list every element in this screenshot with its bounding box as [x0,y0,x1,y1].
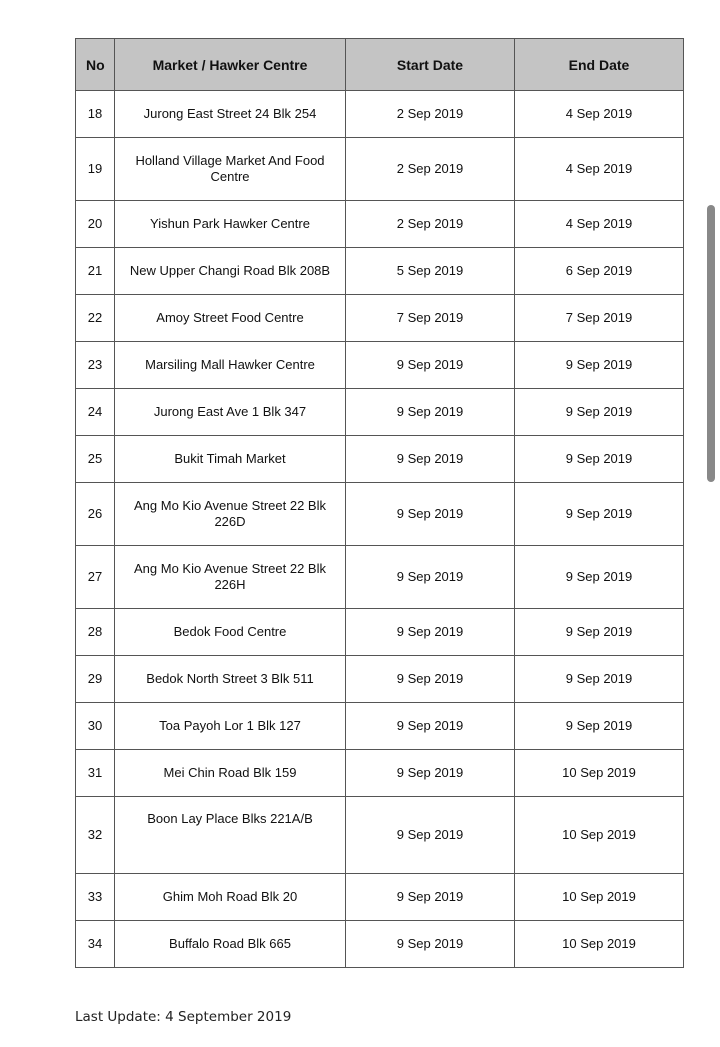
start-date: 9 Sep 2019 [346,483,515,546]
table-row [76,546,684,609]
market-name: Ghim Moh Road Blk 20 [115,874,346,921]
market-name: Bedok Food Centre [115,609,346,656]
row-number: 26 [76,483,115,546]
table-row [76,91,684,138]
table-row [76,609,684,656]
table-row [76,342,684,389]
end-date: 4 Sep 2019 [515,138,684,201]
end-date: 4 Sep 2019 [515,201,684,248]
end-date: 9 Sep 2019 [515,436,684,483]
table-row [76,874,684,921]
start-date: 9 Sep 2019 [346,750,515,797]
start-date: 2 Sep 2019 [346,138,515,201]
end-date: 4 Sep 2019 [515,91,684,138]
table-row [76,248,684,295]
row-number: 30 [76,703,115,750]
start-date: 9 Sep 2019 [346,656,515,703]
end-date: 9 Sep 2019 [515,609,684,656]
start-date: 9 Sep 2019 [346,797,515,874]
start-date: 5 Sep 2019 [346,248,515,295]
end-date: 9 Sep 2019 [515,483,684,546]
row-number: 21 [76,248,115,295]
start-date: 9 Sep 2019 [346,874,515,921]
table-row [76,797,684,874]
table-row [76,295,684,342]
row-number: 28 [76,609,115,656]
table-row [76,483,684,546]
market-name: Marsiling Mall Hawker Centre [115,342,346,389]
start-date: 9 Sep 2019 [346,609,515,656]
table-header-row [76,39,684,91]
end-date: 10 Sep 2019 [515,921,684,968]
row-number: 22 [76,295,115,342]
header-no: No [76,39,115,91]
market-closure-table [75,38,684,968]
row-number: 34 [76,921,115,968]
market-name: Boon Lay Place Blks 221A/B [115,797,346,874]
end-date: 9 Sep 2019 [515,546,684,609]
end-date: 9 Sep 2019 [515,342,684,389]
row-number: 27 [76,546,115,609]
start-date: 9 Sep 2019 [346,436,515,483]
row-number: 31 [76,750,115,797]
row-number: 18 [76,91,115,138]
table-row [76,201,684,248]
row-number: 20 [76,201,115,248]
end-date: 9 Sep 2019 [515,656,684,703]
header-start-date: Start Date [346,39,515,91]
start-date: 2 Sep 2019 [346,91,515,138]
market-name: Jurong East Street 24 Blk 254 [115,91,346,138]
row-number: 29 [76,656,115,703]
table-row [76,436,684,483]
end-date: 6 Sep 2019 [515,248,684,295]
table-row [76,921,684,968]
market-name: Amoy Street Food Centre [115,295,346,342]
header-market: Market / Hawker Centre [115,39,346,91]
start-date: 9 Sep 2019 [346,703,515,750]
row-number: 32 [76,797,115,874]
market-name: Jurong East Ave 1 Blk 347 [115,389,346,436]
end-date: 10 Sep 2019 [515,797,684,874]
market-name: Buffalo Road Blk 665 [115,921,346,968]
table-row [76,138,684,201]
table-row [76,656,684,703]
market-name: Bedok North Street 3 Blk 511 [115,656,346,703]
start-date: 7 Sep 2019 [346,295,515,342]
header-end-date: End Date [515,39,684,91]
market-name: Toa Payoh Lor 1 Blk 127 [115,703,346,750]
row-number: 19 [76,138,115,201]
market-name: Mei Chin Road Blk 159 [115,750,346,797]
start-date: 9 Sep 2019 [346,921,515,968]
end-date: 9 Sep 2019 [515,389,684,436]
scrollbar-thumb[interactable] [707,205,715,482]
market-name: Bukit Timah Market [115,436,346,483]
start-date: 9 Sep 2019 [346,342,515,389]
table-row [76,750,684,797]
vertical-scrollbar[interactable] [707,205,715,482]
market-name: Yishun Park Hawker Centre [115,201,346,248]
market-name: Ang Mo Kio Avenue Street 22 Blk 226H [115,546,346,609]
last-update-note: Last Update: 4 September 2019 [75,1009,292,1025]
end-date: 9 Sep 2019 [515,703,684,750]
start-date: 9 Sep 2019 [346,546,515,609]
table-row [76,389,684,436]
end-date: 10 Sep 2019 [515,750,684,797]
end-date: 10 Sep 2019 [515,874,684,921]
market-name: Holland Village Market And Food Centre [115,138,346,201]
market-name: New Upper Changi Road Blk 208B [115,248,346,295]
row-number: 23 [76,342,115,389]
end-date: 7 Sep 2019 [515,295,684,342]
start-date: 9 Sep 2019 [346,389,515,436]
table-row [76,703,684,750]
row-number: 33 [76,874,115,921]
row-number: 25 [76,436,115,483]
market-name: Ang Mo Kio Avenue Street 22 Blk 226D [115,483,346,546]
row-number: 24 [76,389,115,436]
start-date: 2 Sep 2019 [346,201,515,248]
